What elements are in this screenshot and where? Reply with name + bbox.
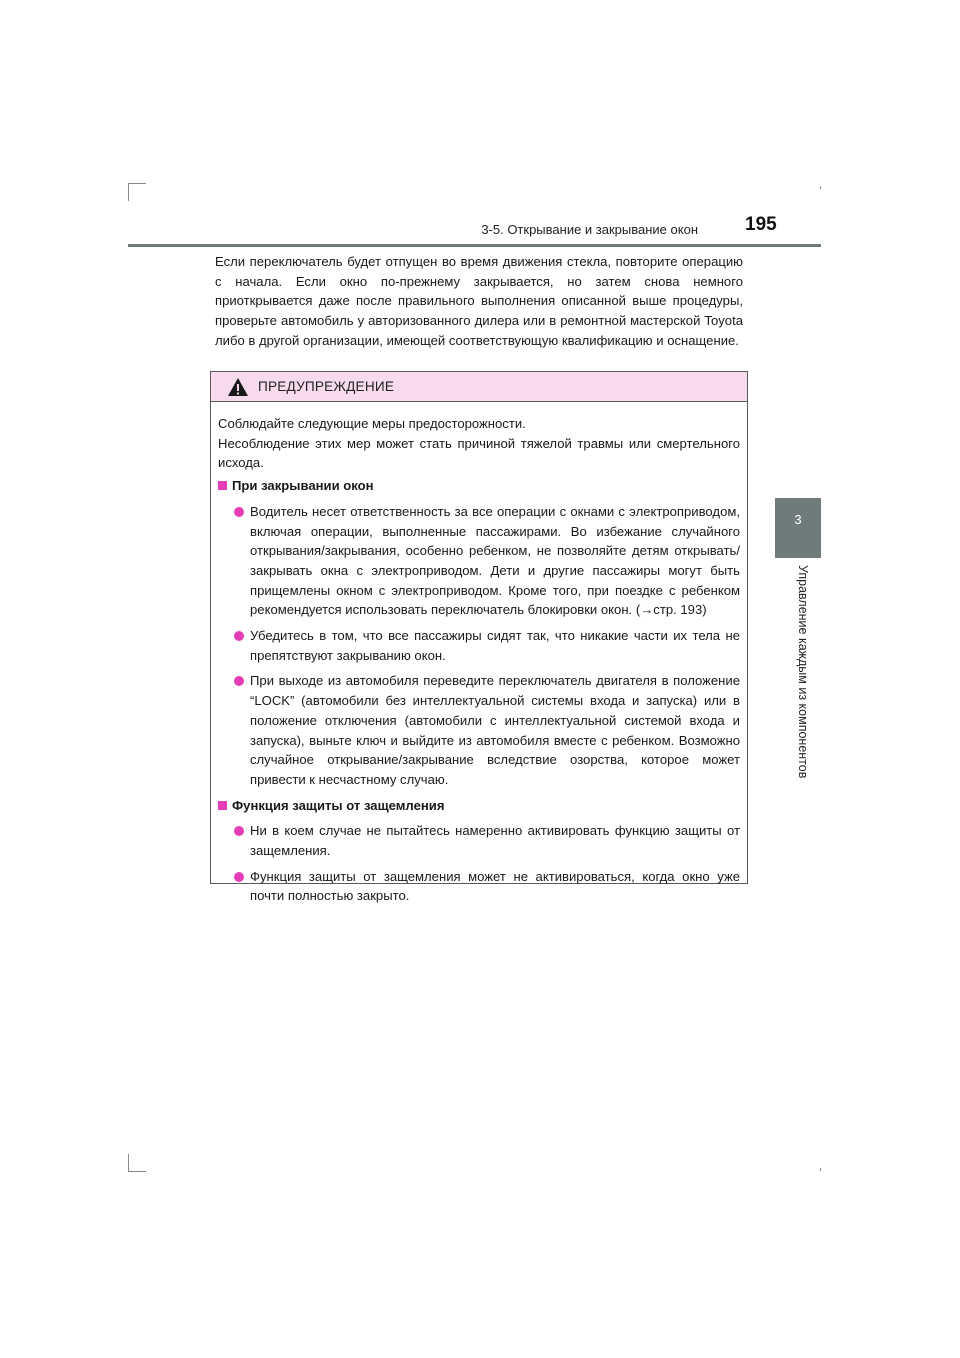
header-divider: [128, 244, 821, 247]
crop-mark-top-left-v: [128, 183, 129, 201]
warning-title: ПРЕДУПРЕЖДЕНИЕ: [258, 379, 395, 394]
warning-triangle-icon: [227, 377, 249, 397]
crop-mark-bottom-left-h: [128, 1171, 146, 1172]
warning-lead-2: Несоблюдение этих мер может стать причиной тяжелой травмы или смертельного исхода.: [218, 435, 740, 471]
crop-mark-bottom-left-v: [128, 1154, 129, 1172]
pink-circle-icon: [234, 631, 244, 641]
chapter-number: 3: [794, 512, 802, 527]
pink-circle-icon: [234, 872, 244, 882]
warning-body: [211, 402, 747, 906]
warning-lead-1: Соблюдайте следующие меры предосторожности.: [218, 416, 526, 431]
warning-header: [211, 372, 747, 402]
list-item: Убедитесь в том, что все пассажиры сидят так, что никакие части их тела не препятствуют закрыванию окон.: [218, 626, 740, 665]
intro-paragraph: Если переключатель будет отпущен во время движения стекла, повторите операцию с начала. Если окно по-прежнему закрывается, но затем снова немного приоткрывается даже после правильного выполнения описанной выше процедуры, проверьте автомобиль у авторизованного дилера или в ремонтной мастерской Toyota либо в другой организации, имеющей соответствующую квалификацию и оснащение.: [215, 254, 743, 348]
list-item: Водитель несет ответственность за все операции с окнами с электроприводом, включая операции, выполненные пассажирами. Во избежание случайного открывания/закрывания, особенно ребенком, не позволяйте детям открывать/закрывать окна с электроприводом. Дети и другие пассажиры могут быть прищемлены окном с электроприводом. Кроме того, при поездке с ребенком рекомендуется использовать переключатель блокировки окон. (→стр. 193): [218, 502, 740, 620]
section-heading-closing: При закрывании окон: [218, 476, 740, 496]
pink-circle-icon: [234, 507, 244, 517]
section-title: 3-5. Открывание и закрывание окон: [481, 222, 698, 237]
arrow-icon: →: [640, 602, 654, 618]
crop-mark-bottom-right: [820, 1168, 821, 1171]
chapter-label: Управление каждым из компонентов: [796, 565, 810, 779]
pink-circle-icon: [234, 826, 244, 836]
pink-circle-icon: [234, 676, 244, 686]
section-heading-pinch-protection: Функция защиты от защемления: [218, 796, 740, 816]
crop-mark-top-right: [820, 186, 821, 189]
list-item: Функция защиты от защемления может не активироваться, когда окно уже почти полностью закрыто.: [218, 867, 740, 906]
crop-mark-top-left-h: [128, 183, 146, 184]
chapter-tab: [775, 498, 821, 558]
pink-square-icon: [218, 481, 227, 490]
pink-square-icon: [218, 801, 227, 810]
list-item: Ни в коем случае не пытайтесь намеренно активировать функцию защиты от защемления.: [218, 821, 740, 860]
page-number: 195: [745, 214, 777, 235]
list-item: При выходе из автомобиля переведите переключатель двигателя в положение “LOCK” (автомобили без интеллектуальной системы входа и запуска) или в положение отключения (автомобили с интеллектуальной системой входа и запуска), выньте ключ и выйдите из автомобиля вместе с ребенком. Возможно случайное открывание/закрывание вследствие озорства, которое может привести к несчастному случаю.: [218, 671, 740, 789]
warning-box: [210, 371, 748, 904]
page-reference: стр. 193): [653, 602, 707, 618]
